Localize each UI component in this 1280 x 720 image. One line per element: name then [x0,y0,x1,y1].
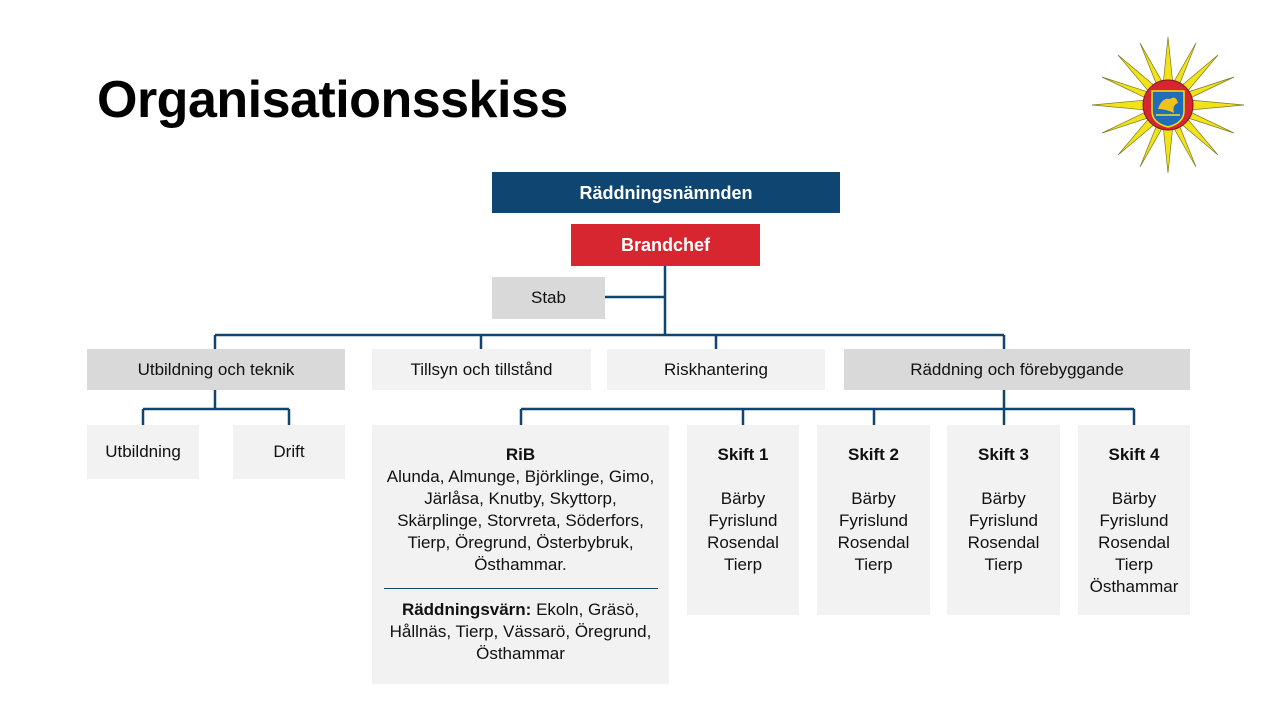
shift-station: Fyrislund [969,511,1038,530]
department-box [844,349,1190,390]
raddningsvarn-stations: Ekoln, Gräsö, Hållnäs, Tierp, Vässarö, Öregrund, Östhammar [389,600,652,663]
shift-box [1078,425,1190,615]
shift-station: Östhammar [1089,577,1179,596]
department-box [372,349,591,390]
shift-box [947,425,1060,615]
training-unit-label: Drift [273,442,305,461]
shift-station: Tierp [1114,555,1154,574]
shift-station: Tierp [723,555,763,574]
shift-station: Fyrislund [1099,511,1169,530]
staff-label: Stab [531,288,566,307]
department-label: Utbildning och teknik [137,359,295,379]
shift-station: Rosendal [967,533,1040,552]
raddningsvarn-text [382,599,659,665]
board-box [492,172,840,213]
shift-station: Rosendal [837,533,910,552]
shift-station: Tierp [984,555,1023,574]
page-title: Organisationsskiss [97,71,568,129]
shift-title: Skift 3 [977,445,1030,464]
department-box [607,349,825,390]
training-unit-box [87,425,199,479]
shift-title: Skift 1 [717,445,769,464]
department-label: Tillsyn och tillstånd [410,359,553,379]
staff-box [492,277,605,319]
department-box [87,349,345,390]
shift-station: Bärby [1111,489,1157,508]
shift-station: Rosendal [1098,533,1170,552]
shift-box [687,425,799,615]
chief-label: Brandchef [620,235,710,255]
shift-station: Bärby [720,489,766,508]
rib-box [372,425,669,684]
rib-divider [384,588,658,589]
rib-stations: Alunda, Almunge, Björklinge, Gimo, Järlåsa, Knutby, Skyttorp, Skärplinge, Storvreta, Söderfors, Tierp, Öregrund, Österbybruk, Östhammar. [386,467,655,574]
shift-station: Rosendal [707,533,779,552]
rib-title: RiB [505,445,536,464]
shift-station: Fyrislund [708,511,778,530]
shift-station: Tierp [854,555,893,574]
training-unit-label: Utbildning [105,442,181,461]
training-unit-box [233,425,345,479]
shift-box [817,425,930,615]
raddningsvarn-label: Räddningsvärn: [401,600,532,619]
shift-station: Bärby [851,489,896,508]
chief-box [571,224,760,266]
shift-station: Bärby [981,489,1026,508]
department-label: Räddning och förebyggande [910,359,1124,379]
department-label: Riskhantering [664,359,768,379]
shift-title: Skift 4 [1108,445,1160,464]
shift-title: Skift 2 [847,445,900,464]
board-label: Räddningsnämnden [579,182,753,203]
shift-station: Fyrislund [839,511,908,530]
